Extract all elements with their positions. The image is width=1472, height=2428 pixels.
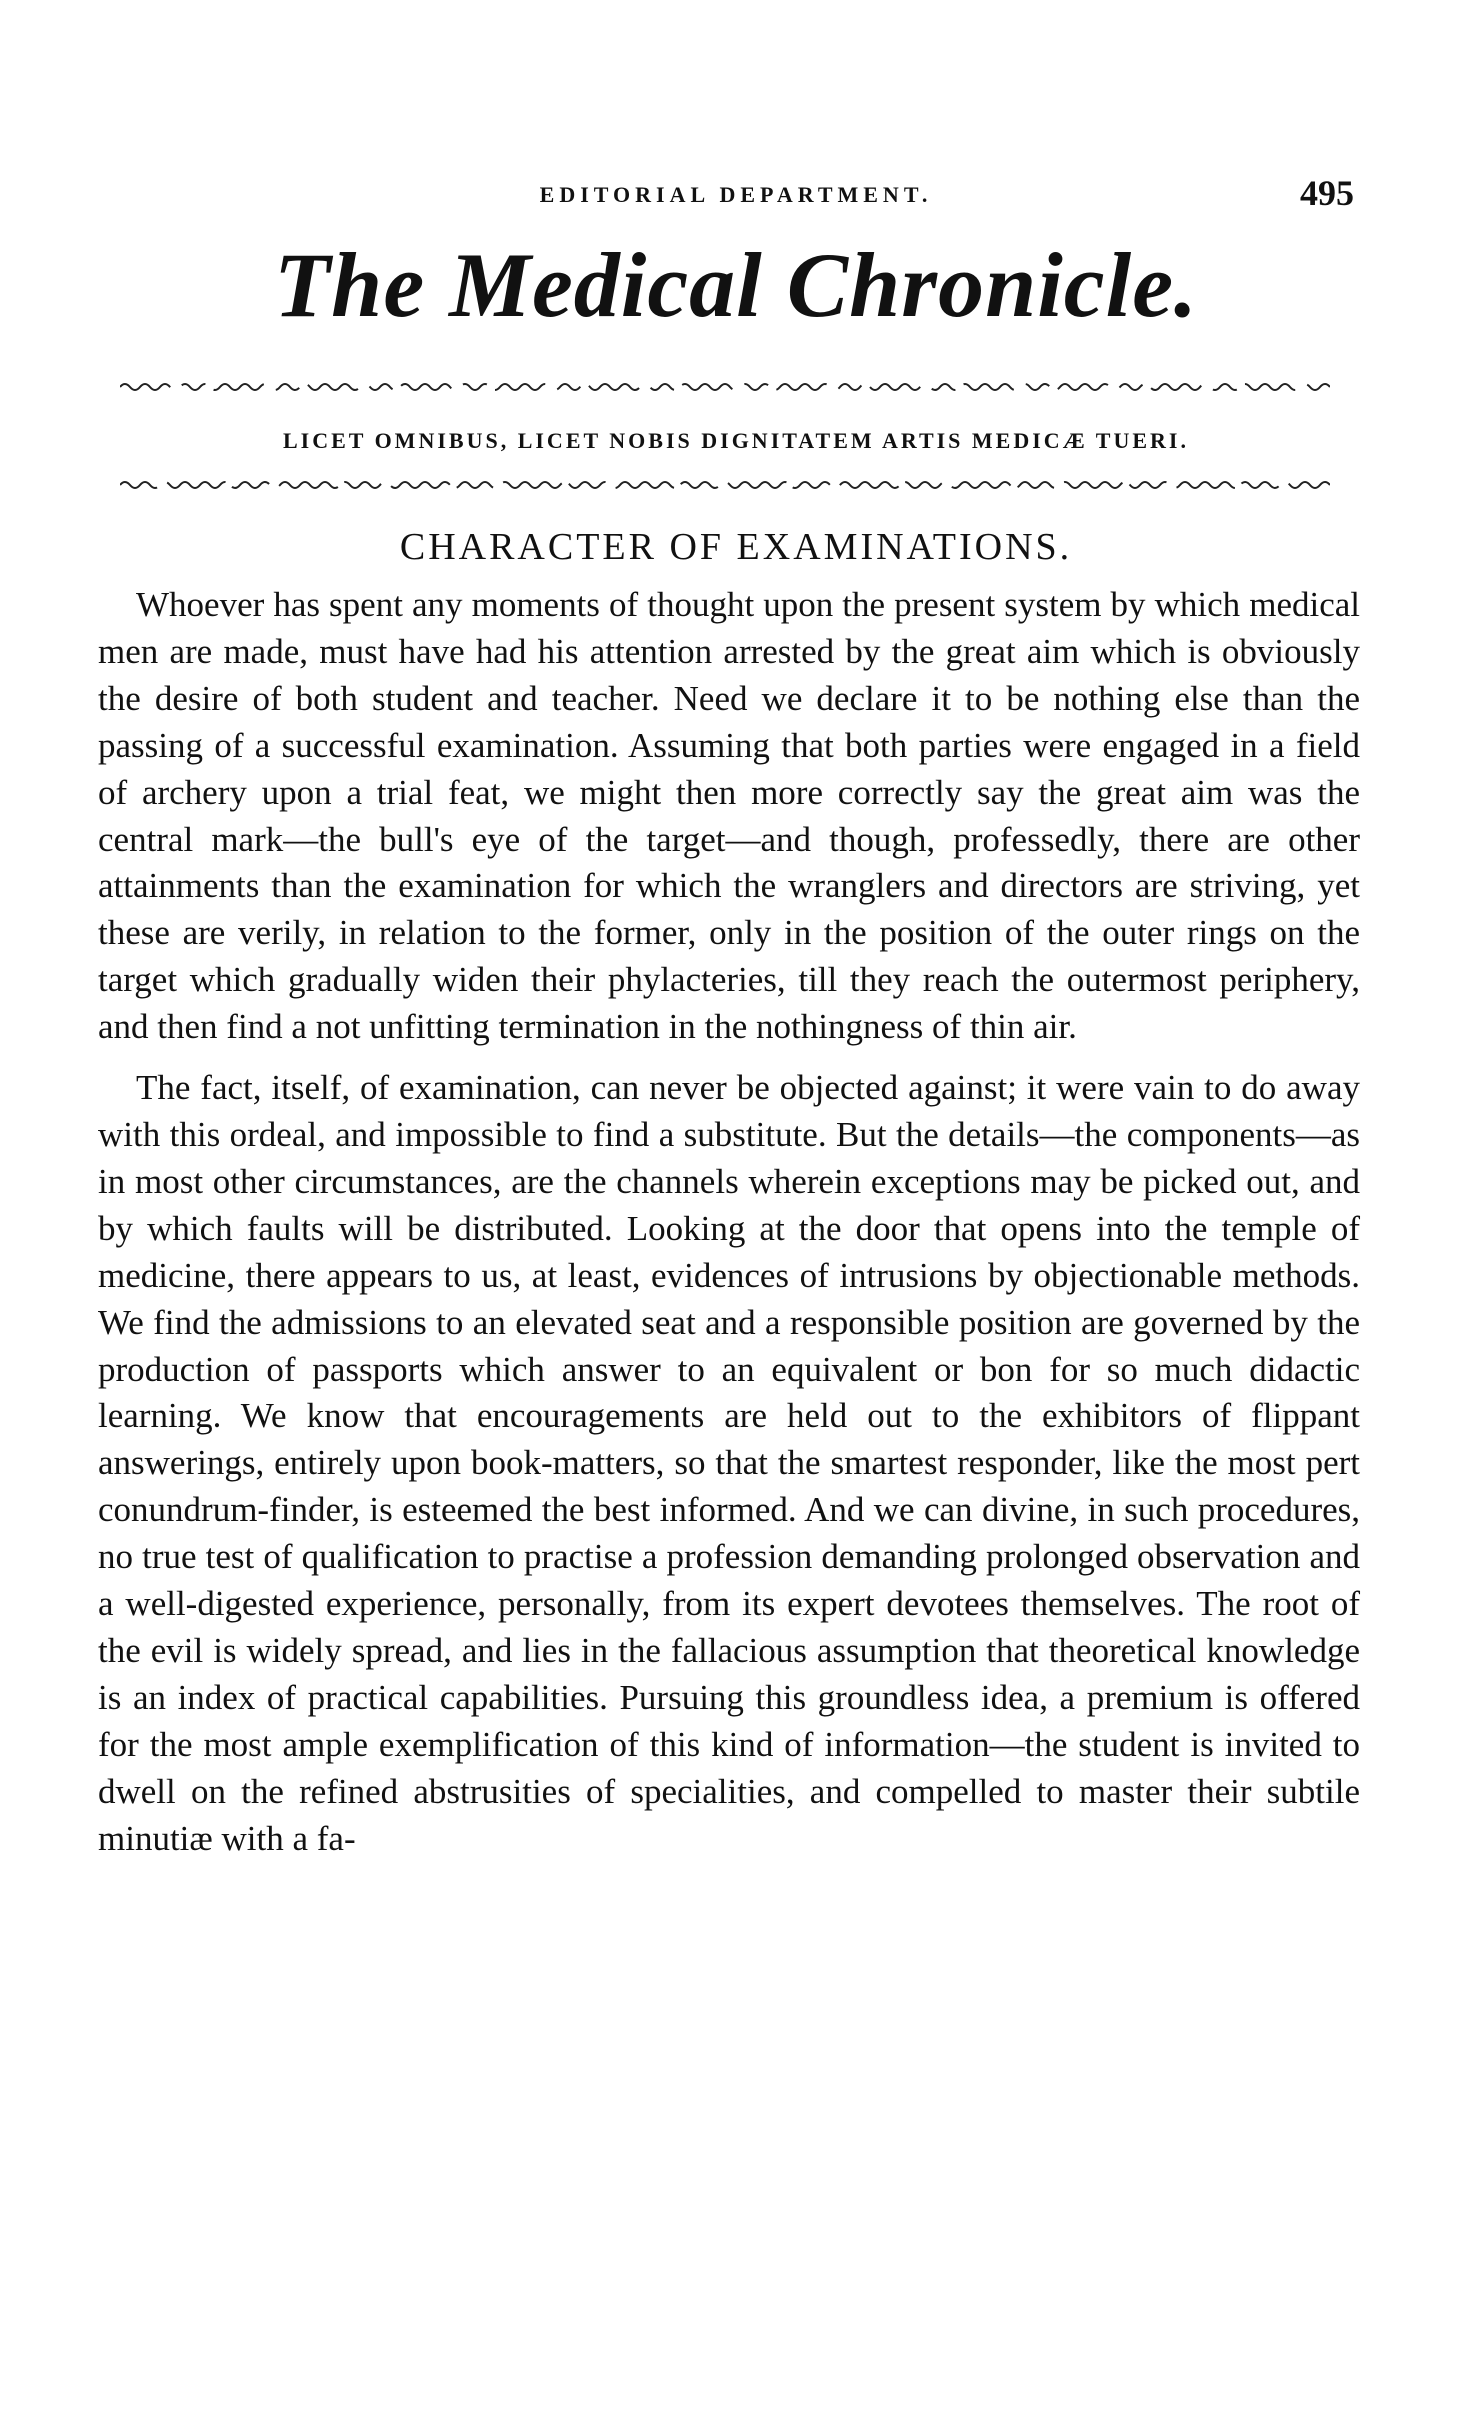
article-paragraph: Whoever has spent any moments of thought upon the present system by which medical men are made, must have had his attention arrested by the great aim which is obviously the desire of both student and teacher. Need we declare it to be nothing else than the passing of a successful examination. Assuming that both parties were engaged in a field of archery upon a trial feat, we might then more correctly say the great aim was the central mark—the bull's eye of the target—and though, professedly, there are other attainments than the examination for which the wranglers and directors are striving, yet these are verily, in relation to the former, only in the position of the outer rings on the target which gradually widen their phylacteries, till they reach the outermost periphery, and then find a not unfitting termination in the nothingness of thin air. bbox=[98, 585, 1360, 1047]
wavy-rule-bottom bbox=[120, 478, 1330, 492]
masthead-motto: LICET OMNIBUS, LICET NOBIS DIGNITATEM ARTIS MEDICÆ TUERI. bbox=[283, 428, 1189, 453]
page-number: 495 bbox=[1300, 173, 1354, 213]
masthead-title: The Medical Chronicle. bbox=[273, 234, 1199, 336]
wavy-rule-top bbox=[120, 380, 1330, 394]
article-body bbox=[98, 582, 1360, 1862]
article-title: CHARACTER OF EXAMINATIONS. bbox=[399, 526, 1073, 568]
running-head: EDITORIAL DEPARTMENT. bbox=[539, 182, 933, 207]
article-paragraph: The fact, itself, of examination, can never be objected against; it were vain to do away with this ordeal, and impossible to find a substitute. But the details—the components—as in most other circumstances, are the channels wherein exceptions may be picked out, and by which faults will be distributed. Looking at the door that opens into the temple of medicine, there appears to us, at least, evidences of intrusions by objectionable methods. We find the admissions to an elevated seat and a responsible position are governed by the production of passports which answer to an equivalent or bon for so much didactic learning. We know that encouragements are held out to the exhibitors of flippant answerings, entirely upon book-matters, so that the smartest responder, like the most pert conundrum-finder, is esteemed the best informed. And we can divine, in such procedures, no true test of qualification to practise a profession demanding prolonged observation and a well-digested experience, personally, from its expert devotees themselves. The root of the evil is widely spread, and lies in the fallacious assumption that theoretical knowledge is an index of practical capabilities. Pursuing this groundless idea, a premium is offered for the most ample exemplification of this kind of information—the student is invited to dwell on the refined abstrusities of specialities, and compelled to master their subtile minutiæ with a fa- bbox=[98, 1068, 1360, 1858]
